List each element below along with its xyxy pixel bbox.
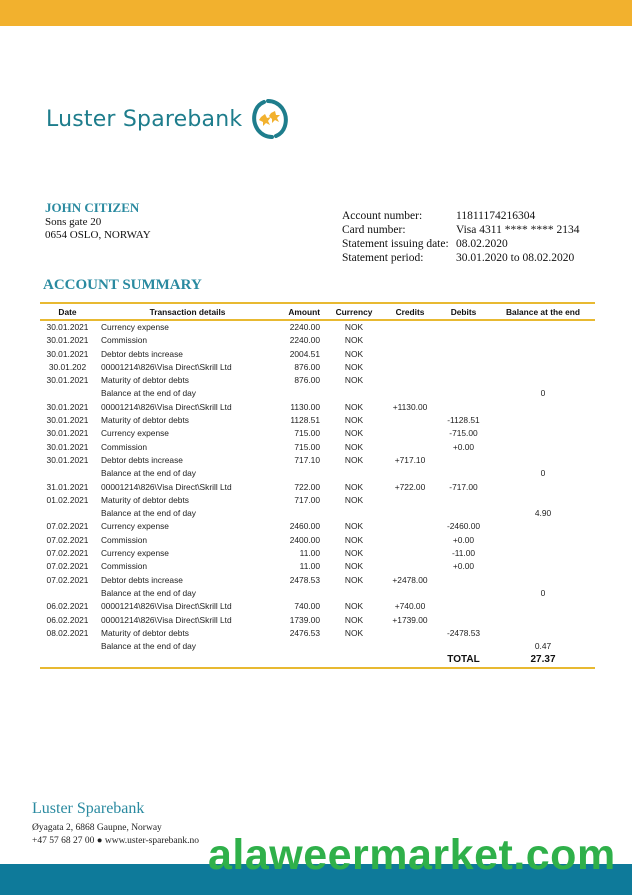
balance-row bbox=[40, 467, 595, 480]
cell-credits bbox=[384, 387, 436, 400]
total-empty-cell bbox=[280, 653, 324, 668]
cell-currency: NOK bbox=[344, 322, 364, 332]
account-info-value: 08.02.2020 bbox=[456, 238, 508, 250]
balance-row bbox=[40, 507, 595, 520]
cell-credits: +740.00 bbox=[394, 601, 426, 612]
cell-balance bbox=[491, 627, 595, 640]
cell-balance bbox=[491, 348, 595, 361]
cell-credits bbox=[384, 334, 436, 347]
transaction-row bbox=[40, 520, 595, 533]
cell-balance bbox=[491, 454, 595, 467]
total-empty-cell bbox=[40, 653, 95, 668]
cell-debits bbox=[436, 494, 491, 507]
transaction-row bbox=[40, 427, 595, 440]
cell-currency bbox=[324, 507, 384, 520]
account-info-label: Statement period: bbox=[342, 252, 424, 264]
cell-date: 31.01.2021 bbox=[46, 481, 89, 492]
cell-credits bbox=[384, 374, 436, 387]
footer-bank-name: Luster Sparebank bbox=[32, 800, 145, 817]
cell-credits bbox=[384, 534, 436, 547]
cell-credits bbox=[384, 520, 436, 533]
cell-currency: NOK bbox=[344, 614, 364, 625]
account-info-row bbox=[342, 237, 579, 251]
cell-amount: 717.00 bbox=[294, 494, 320, 505]
column-header-currency: Currency bbox=[335, 306, 373, 317]
cell-currency: NOK bbox=[344, 335, 364, 346]
cell-details: Balance at the end of day bbox=[101, 587, 196, 598]
cell-currency: NOK bbox=[344, 481, 364, 492]
transactions-table bbox=[40, 302, 595, 669]
cell-date: 30.01.2021 bbox=[46, 348, 89, 359]
cell-amount: 11.00 bbox=[299, 548, 320, 559]
cell-amount bbox=[280, 387, 324, 400]
column-header-credits: Credits bbox=[395, 306, 425, 317]
transaction-row bbox=[40, 348, 595, 361]
transaction-row bbox=[40, 441, 595, 454]
cell-balance: 0 bbox=[540, 468, 546, 479]
cell-debits: +0.00 bbox=[452, 441, 475, 452]
cell-credits bbox=[384, 560, 436, 573]
cell-currency bbox=[324, 640, 384, 653]
cell-currency: NOK bbox=[344, 494, 364, 505]
total-label: TOTAL bbox=[447, 654, 480, 666]
cell-balance: 0 bbox=[540, 587, 546, 598]
customer-name: JOHN CITIZEN bbox=[45, 200, 140, 215]
cell-details: Balance at the end of day bbox=[101, 388, 196, 399]
transaction-row bbox=[40, 481, 595, 494]
cell-date: 07.02.2021 bbox=[46, 574, 89, 585]
total-empty-cell bbox=[324, 653, 384, 668]
cell-details: 00001214\826\Visa Direct\Skrill Ltd bbox=[101, 614, 232, 625]
cell-date: 07.02.2021 bbox=[46, 548, 89, 559]
cell-amount: 1128.51 bbox=[290, 415, 320, 426]
cell-balance: 0.47 bbox=[534, 641, 552, 652]
cell-credits bbox=[384, 494, 436, 507]
cell-balance bbox=[491, 574, 595, 587]
cell-date: 07.02.2021 bbox=[46, 561, 89, 572]
cell-balance bbox=[491, 600, 595, 613]
cell-credits: +1130.00 bbox=[392, 401, 428, 412]
cell-balance bbox=[491, 401, 595, 414]
cell-balance bbox=[491, 547, 595, 560]
total-empty-cell bbox=[384, 653, 436, 668]
cell-debits bbox=[436, 574, 491, 587]
account-summary-title: ACCOUNT SUMMARY bbox=[43, 277, 202, 293]
cell-credits bbox=[384, 361, 436, 374]
customer-city: 0654 OSLO, NORWAY bbox=[45, 229, 151, 241]
transaction-row bbox=[40, 401, 595, 414]
cell-details: Commission bbox=[101, 441, 148, 452]
logo-text: Luster Sparebank bbox=[46, 106, 243, 132]
cell-debits: -2478.53 bbox=[446, 627, 481, 638]
customer-address-block bbox=[45, 200, 151, 242]
cell-date bbox=[40, 640, 95, 653]
cell-details: 00001214\826\Visa Direct\Skrill Ltd bbox=[101, 361, 232, 372]
cell-details: Commission bbox=[101, 534, 148, 545]
cell-credits: +717.10 bbox=[394, 454, 426, 465]
cell-debits: -715.00 bbox=[449, 428, 478, 439]
cell-currency bbox=[324, 587, 384, 600]
transaction-row bbox=[40, 600, 595, 613]
account-info-row bbox=[342, 251, 579, 265]
cell-details: Balance at the end of day bbox=[101, 641, 196, 652]
cell-balance bbox=[491, 494, 595, 507]
cell-amount: 740.00 bbox=[294, 601, 320, 612]
cell-details: Commission bbox=[101, 561, 148, 572]
cell-debits: +0.00 bbox=[452, 534, 475, 545]
transaction-row bbox=[40, 320, 595, 334]
cell-amount: 1130.00 bbox=[290, 401, 320, 412]
top-accent-bar bbox=[0, 0, 632, 26]
cell-balance bbox=[491, 534, 595, 547]
cell-date: 06.02.2021 bbox=[46, 614, 89, 625]
column-header-debits: Debits bbox=[450, 306, 477, 317]
cell-credits bbox=[384, 467, 436, 480]
cell-amount: 2240.00 bbox=[289, 322, 320, 332]
cell-details: Currency expense bbox=[101, 548, 169, 559]
cell-amount: 876.00 bbox=[294, 375, 320, 386]
cell-amount: 722.00 bbox=[294, 481, 320, 492]
cell-currency: NOK bbox=[344, 454, 364, 465]
cell-details: Debtor debts increase bbox=[101, 454, 183, 465]
cell-credits: +722.00 bbox=[394, 481, 426, 492]
cell-date: 08.02.2021 bbox=[46, 627, 89, 638]
cell-details: Commission bbox=[101, 335, 148, 346]
cell-debits bbox=[436, 587, 491, 600]
transaction-row bbox=[40, 334, 595, 347]
cell-credits bbox=[384, 320, 436, 334]
cell-amount: 715.00 bbox=[294, 441, 320, 452]
cell-debits bbox=[436, 401, 491, 414]
transaction-row bbox=[40, 374, 595, 387]
cell-date: 30.01.2021 bbox=[46, 428, 89, 439]
cell-credits bbox=[384, 348, 436, 361]
transaction-row bbox=[40, 454, 595, 467]
cell-debits bbox=[436, 374, 491, 387]
cell-debits bbox=[436, 387, 491, 400]
cell-credits bbox=[384, 627, 436, 640]
cell-currency: NOK bbox=[344, 534, 364, 545]
cell-currency: NOK bbox=[344, 627, 364, 638]
cell-date: 30.01.2021 bbox=[46, 441, 89, 452]
cell-currency: NOK bbox=[344, 561, 364, 572]
bank-logo-icon bbox=[250, 96, 290, 142]
cell-details: Debtor debts increase bbox=[101, 574, 183, 585]
account-info-value: 30.01.2020 to 08.02.2020 bbox=[456, 252, 575, 264]
cell-date: 30.01.2021 bbox=[46, 454, 89, 465]
cell-amount bbox=[280, 640, 324, 653]
footer-address: Øyagata 2, 6868 Gaupne, Norway bbox=[32, 823, 162, 833]
cell-date bbox=[40, 387, 95, 400]
cell-details: Maturity of debtor debts bbox=[101, 627, 189, 638]
cell-debits: -11.00 bbox=[451, 548, 476, 559]
cell-balance bbox=[491, 320, 595, 334]
cell-debits: -2460.00 bbox=[446, 521, 481, 532]
cell-credits: +1739.00 bbox=[392, 614, 428, 625]
account-info-row bbox=[342, 223, 579, 237]
cell-details: Maturity of debtor debts bbox=[101, 494, 189, 505]
transaction-row bbox=[40, 627, 595, 640]
cell-details: 00001214\826\Visa Direct\Skrill Ltd bbox=[101, 601, 232, 612]
transaction-row bbox=[40, 547, 595, 560]
cell-amount: 1739.00 bbox=[289, 614, 320, 625]
cell-date: 07.02.2021 bbox=[46, 534, 89, 545]
cell-currency bbox=[324, 467, 384, 480]
account-info-label: Account number: bbox=[342, 210, 423, 222]
cell-balance bbox=[491, 520, 595, 533]
cell-details: Currency expense bbox=[101, 428, 169, 439]
cell-currency bbox=[324, 387, 384, 400]
total-value: 27.37 bbox=[530, 654, 556, 666]
cell-amount: 717.10 bbox=[294, 454, 320, 465]
cell-details: 00001214\826\Visa Direct\Skrill Ltd bbox=[101, 401, 232, 412]
transaction-row bbox=[40, 494, 595, 507]
cell-details: Maturity of debtor debts bbox=[101, 375, 189, 386]
cell-currency: NOK bbox=[344, 348, 364, 359]
cell-balance bbox=[491, 374, 595, 387]
cell-debits bbox=[436, 361, 491, 374]
balance-row bbox=[40, 387, 595, 400]
footer bbox=[32, 800, 199, 848]
cell-balance bbox=[491, 560, 595, 573]
cell-date: 01.02.2021 bbox=[46, 494, 89, 505]
cell-debits bbox=[436, 320, 491, 334]
cell-date: 30.01.2021 bbox=[46, 375, 89, 386]
cell-amount: 2478.53 bbox=[289, 574, 320, 585]
cell-details: 00001214\826\Visa Direct\Skrill Ltd bbox=[101, 481, 232, 492]
cell-credits bbox=[384, 547, 436, 560]
cell-details: Balance at the end of day bbox=[101, 468, 196, 479]
balance-row bbox=[40, 587, 595, 600]
cell-amount: 2004.51 bbox=[289, 348, 320, 359]
cell-currency: NOK bbox=[344, 375, 364, 386]
cell-currency: NOK bbox=[344, 361, 364, 372]
cell-amount bbox=[280, 587, 324, 600]
account-info-label: Card number: bbox=[342, 224, 406, 236]
cell-debits: -717.00 bbox=[449, 481, 478, 492]
cell-credits bbox=[384, 427, 436, 440]
cell-credits bbox=[384, 587, 436, 600]
cell-date: 30.01.2021 bbox=[46, 401, 89, 412]
cell-balance bbox=[491, 334, 595, 347]
cell-details: Balance at the end of day bbox=[101, 508, 196, 519]
cell-currency: NOK bbox=[344, 441, 364, 452]
cell-debits bbox=[436, 614, 491, 627]
cell-debits bbox=[436, 454, 491, 467]
cell-details: Maturity of debtor debts bbox=[101, 415, 189, 426]
cell-debits bbox=[436, 600, 491, 613]
cell-balance: 4.90 bbox=[534, 508, 552, 519]
transaction-row bbox=[40, 414, 595, 427]
balance-row bbox=[40, 640, 595, 653]
cell-amount: 11.00 bbox=[299, 561, 320, 572]
column-header-balance: Balance at the end bbox=[505, 306, 580, 317]
customer-street: Sons gate 20 bbox=[45, 216, 102, 228]
cell-currency: NOK bbox=[344, 401, 364, 412]
cell-currency: NOK bbox=[344, 428, 364, 439]
watermark: alaweermarket.com bbox=[208, 831, 616, 879]
cell-amount: 2400.00 bbox=[289, 534, 320, 545]
cell-date bbox=[40, 467, 95, 480]
transaction-row bbox=[40, 614, 595, 627]
cell-amount bbox=[280, 467, 324, 480]
cell-amount: 2460.00 bbox=[289, 521, 320, 532]
cell-credits bbox=[384, 640, 436, 653]
cell-date bbox=[40, 587, 95, 600]
cell-debits bbox=[436, 348, 491, 361]
cell-amount: 2240.00 bbox=[289, 335, 320, 346]
cell-amount: 2476.53 bbox=[289, 627, 320, 638]
footer-contact: +47 57 68 27 00 ● www.uster-sparebank.no bbox=[32, 836, 200, 846]
transaction-row bbox=[40, 534, 595, 547]
cell-date: 07.02.2021 bbox=[46, 521, 89, 532]
cell-debits bbox=[436, 334, 491, 347]
cell-date: 06.02.2021 bbox=[46, 601, 89, 612]
cell-debits bbox=[436, 507, 491, 520]
cell-balance bbox=[491, 361, 595, 374]
bank-logo bbox=[46, 96, 290, 142]
account-info-value: Visa 4311 **** **** 2134 bbox=[456, 224, 580, 236]
cell-date: 30.01.2021 bbox=[46, 415, 89, 426]
cell-currency: NOK bbox=[344, 521, 364, 532]
column-header-date: Date bbox=[58, 306, 77, 317]
cell-details: Debtor debts increase bbox=[101, 348, 183, 359]
cell-balance bbox=[491, 441, 595, 454]
cell-balance bbox=[491, 614, 595, 627]
account-info-value: 11811174216304 bbox=[456, 210, 536, 222]
transaction-row bbox=[40, 560, 595, 573]
total-row bbox=[40, 653, 595, 668]
cell-date: 30.01.202 bbox=[48, 361, 87, 372]
transaction-row bbox=[40, 361, 595, 374]
cell-debits: -1128.51 bbox=[447, 415, 480, 426]
cell-currency: NOK bbox=[344, 601, 364, 612]
cell-debits bbox=[436, 640, 491, 653]
column-header-details: Transaction details bbox=[149, 306, 226, 317]
cell-debits bbox=[436, 467, 491, 480]
cell-debits: +0.00 bbox=[452, 561, 475, 572]
transactions-table-wrap bbox=[40, 302, 595, 669]
cell-amount bbox=[280, 507, 324, 520]
cell-balance bbox=[491, 427, 595, 440]
account-info-row bbox=[342, 209, 579, 223]
cell-amount: 876.00 bbox=[294, 361, 320, 372]
column-header-amount: Amount bbox=[288, 306, 320, 317]
cell-currency: NOK bbox=[344, 415, 364, 426]
cell-details: Currency expense bbox=[101, 521, 169, 532]
cell-date: 30.01.2021 bbox=[46, 322, 89, 332]
table-header-row bbox=[40, 303, 595, 320]
cell-amount: 715.00 bbox=[294, 428, 320, 439]
account-info-label: Statement issuing date: bbox=[342, 238, 449, 250]
cell-credits bbox=[384, 441, 436, 454]
cell-balance: 0 bbox=[540, 388, 546, 399]
cell-balance bbox=[491, 414, 595, 427]
cell-date bbox=[40, 507, 95, 520]
cell-balance bbox=[491, 481, 595, 494]
cell-credits: +2478.00 bbox=[392, 574, 428, 585]
account-info-block bbox=[342, 209, 579, 265]
total-empty-cell bbox=[95, 653, 280, 668]
transaction-row bbox=[40, 574, 595, 587]
cell-credits bbox=[384, 414, 436, 427]
cell-currency: NOK bbox=[344, 548, 364, 559]
cell-currency: NOK bbox=[344, 574, 364, 585]
cell-details: Currency expense bbox=[101, 322, 169, 332]
cell-credits bbox=[384, 507, 436, 520]
cell-date: 30.01.2021 bbox=[46, 335, 89, 346]
